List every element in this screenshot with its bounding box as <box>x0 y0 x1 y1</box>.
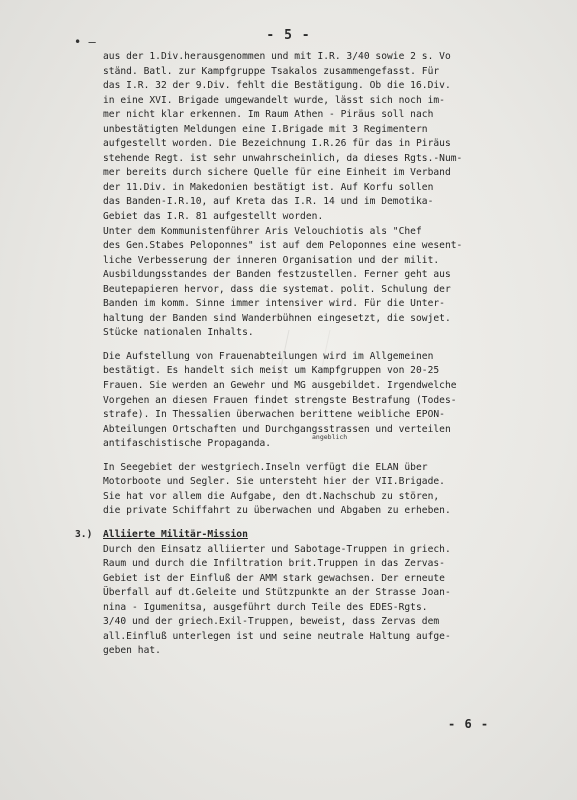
text-line: aus der 1.Div.herausgenommen und mit I.R. 3/40 sowie 2 s. Vo <box>103 51 451 62</box>
text-line: die private Schiffahrt zu überwachen und Abgaben zu erheben. <box>103 505 451 517</box>
paragraph-gap <box>103 452 523 461</box>
text-line: 3/40 und der griech.Exil-Truppen, beweist, dass Zervas dem <box>103 616 440 628</box>
text-line: haltung der Banden sind Wanderbühnen eingesetzt, die sowjet. <box>103 312 451 324</box>
paragraph-gap <box>103 341 523 350</box>
text-line: Abteilungen Ortschaften und Durchgangsstrassen und verteilen <box>103 423 451 435</box>
text-line: in eine XVI. Brigade umgewandelt wurde, lässt sich noch im- <box>103 94 445 106</box>
text-line: der 11.Div. in Makedonien bestätigt ist. Auf Korfu sollen <box>103 181 434 193</box>
text-line: Durch den Einsatz alliierter und Sabotage-Truppen in griech. <box>103 543 451 555</box>
text-line: all.Einfluß unterlegen ist und seine neutrale Haltung aufge- <box>103 630 451 642</box>
text-line: geben hat. <box>103 645 161 657</box>
text-line: Banden im komm. Sinne immer intensiver wird. Für die Unter- <box>103 298 445 310</box>
text-line: des Gen.Stabes Peloponnes" ist auf dem Peloponnes eine wesent- <box>103 240 463 252</box>
text-line: unbestätigten Meldungen eine I.Brigade mit 3 Regimentern <box>103 123 428 135</box>
section-heading <box>75 528 523 543</box>
text-line: strafe). In Thessalien überwachen berittene weibliche EPON- <box>103 409 445 421</box>
text-line: aufgestellt worden. Die Bezeichnung I.R.26 für das in Piräus <box>103 138 451 150</box>
text-line: Stücke nationalen Inhalts. <box>103 327 254 339</box>
text-line: stehende Regt. ist sehr unwahrscheinlich, da dieses Rgts.-Num- <box>103 152 463 164</box>
text-line: Gebiet das I.R. 81 aufgestellt worden. <box>103 211 324 223</box>
text-line: das I.R. 32 der 9.Div. fehlt die Bestätigung. Ob die 16.Div. <box>103 80 451 92</box>
interline-note: angeblich <box>312 433 348 441</box>
text-line: Vorgehen an diesen Frauen findet strengste Bestrafung (Todes- <box>103 394 457 406</box>
text-line: mer nicht klar erkennen. Im Raum Athen - Piräus soll nach <box>103 109 434 121</box>
text-line: antifaschistische Propaganda. <box>103 438 272 450</box>
text-line: In Seegebiet der westgriech.Inseln verfügt die ELAN über <box>103 461 428 473</box>
text-line: das Banden-I.R.10, auf Kreta das I.R. 14 und im Demotika- <box>103 196 434 208</box>
text-line: Raum und durch die Infiltration brit.Truppen in das Zervas- <box>103 558 445 570</box>
text-line: Frauen. Sie werden an Gewehr und MG ausgebildet. Irgendwelche <box>103 380 457 392</box>
text-line: Sie hat vor allem die Aufgabe, den dt.Nachschub zu stören, <box>103 490 440 502</box>
paragraph-gap <box>103 519 523 528</box>
document-body <box>75 50 523 659</box>
text-line: Gebiet ist der Einfluß der AMM stark gewachsen. Der erneute <box>103 572 445 584</box>
text-line: bestätigt. Es handelt sich meist um Kampfgruppen von 20-25 <box>103 365 440 377</box>
text-line: nina - Igumenitsa, ausgeführt durch Teile des EDES-Rgts. <box>103 601 428 613</box>
section-number: 3.) <box>75 528 93 540</box>
text-line: mer bereits durch sichere Quelle für eine Einheit im Verband <box>103 167 451 179</box>
page-number-bottom: - 6 - <box>448 717 490 731</box>
section-title: Alliierte Militär-Mission <box>103 528 248 540</box>
page-number-top: - 5 - <box>266 28 311 43</box>
text-line: Motorboote und Segler. Sie untersteht hier der VII.Brigade. <box>103 476 445 488</box>
text-line: Überfall auf dt.Geleite und Stützpunkte an der Strasse Joan- <box>103 587 451 599</box>
text-line: Die Aufstellung von Frauenabteilungen wird im Allgemeinen <box>103 350 434 362</box>
text-line: Beutepapieren hervor, dass die systemat. polit. Schulung der <box>103 283 451 295</box>
text-line: ständ. Batl. zur Kampfgruppe Tsakalos zusammengefasst. Für <box>103 65 440 77</box>
text-line: Unter dem Kommunistenführer Aris Velouchiotis als "Chef <box>103 225 422 237</box>
margin-mark: • — <box>74 35 96 49</box>
text-line: Ausbildungsstandes der Banden festzustellen. Ferner geht aus <box>103 269 451 281</box>
text-line: liche Verbesserung der inneren Organisation und der milit. <box>103 254 440 266</box>
